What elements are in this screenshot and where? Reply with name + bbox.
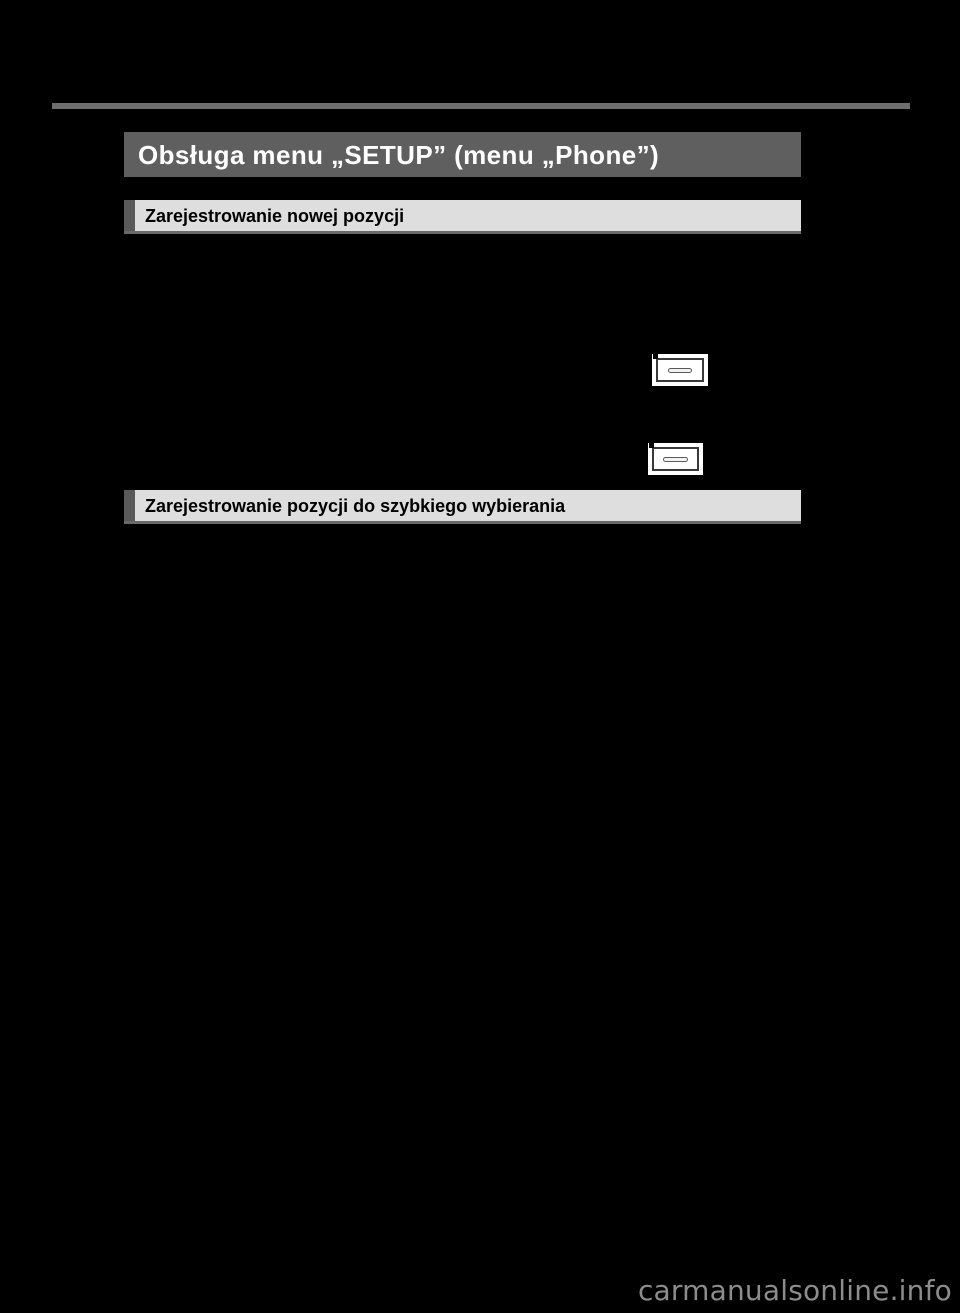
site-watermark: carmanualsonline.info <box>637 1274 952 1307</box>
section-header-register-speed-dial-entry <box>124 490 801 521</box>
section-header-body <box>135 490 801 521</box>
steering-wheel-talk-button-icon <box>652 354 708 386</box>
page-title: Obsługa menu „SETUP” (menu „Phone”) <box>138 139 660 170</box>
chapter-title-bar <box>124 132 801 177</box>
section-heading-label: Zarejestrowanie nowej pozycji <box>145 205 405 226</box>
steering-wheel-talk-button-icon <box>648 443 703 475</box>
button-icon-pill <box>663 457 687 462</box>
callout-tick-marker <box>649 443 654 448</box>
header-divider-rule <box>52 103 910 109</box>
callout-tick-marker <box>653 354 658 359</box>
section-header-body <box>135 200 801 231</box>
button-icon-outline <box>652 447 699 471</box>
section-accent-bar <box>124 490 135 521</box>
button-icon-outline <box>656 358 704 382</box>
section-header-register-new-entry <box>124 200 801 231</box>
button-icon-pill <box>668 368 693 373</box>
section-accent-bar <box>124 200 135 231</box>
section-heading-label: Zarejestrowanie pozycji do szybkiego wybierania <box>145 495 566 516</box>
